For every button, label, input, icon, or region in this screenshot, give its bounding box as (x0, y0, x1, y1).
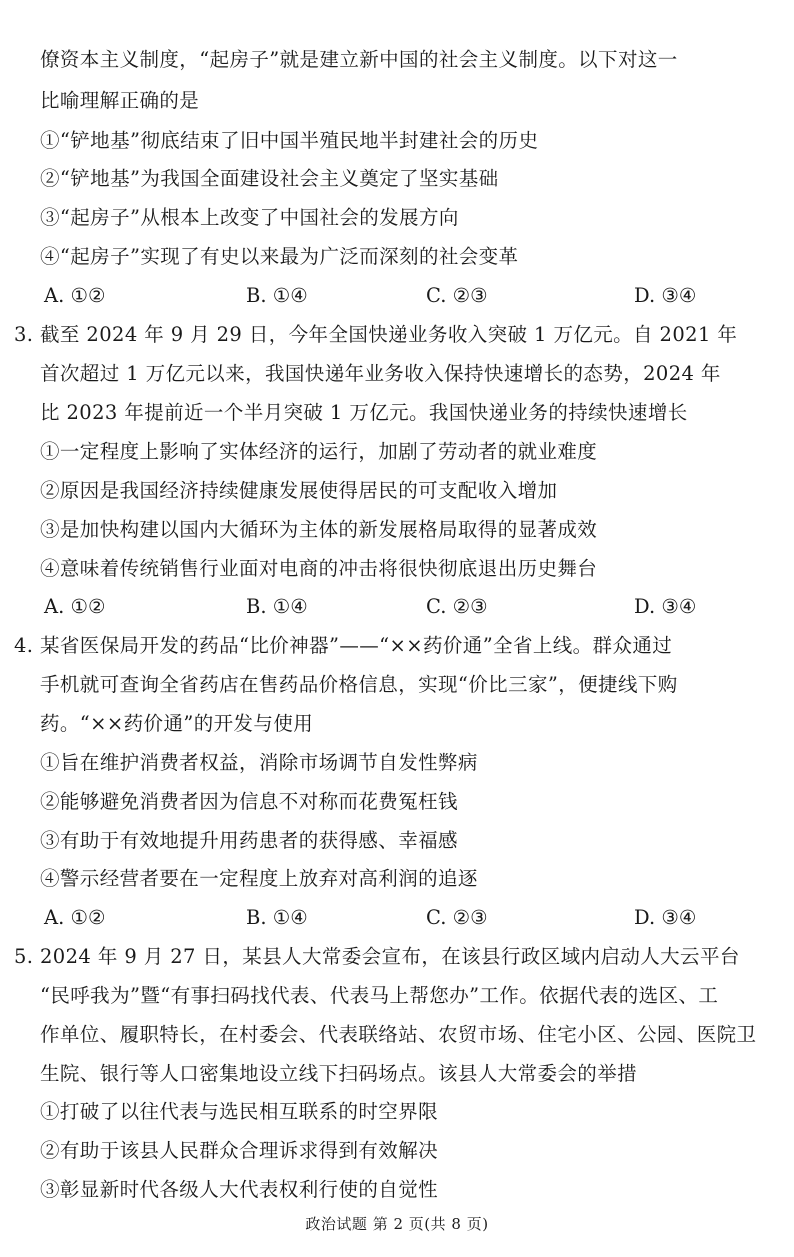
stem-line: 药。“××药价通”的开发与使用 (40, 712, 314, 735)
statement-3: ③“起房子”从根本上改变了中国社会的发展方向 (40, 206, 459, 229)
option-c: C. ②③ (426, 284, 488, 307)
stem-line: 作单位、履职特长，在村委会、代表联络站、农贸市场、住宅小区、公园、医院卫 (40, 1023, 757, 1046)
option-b: B. ①④ (246, 906, 308, 929)
option-b: B. ①④ (246, 284, 308, 307)
stem-line: 5. 2024 年 9 月 27 日，某县人大常委会宣布，在该县行政区域内启动人大云平台 (14, 945, 740, 968)
option-d: D. ③④ (634, 906, 697, 929)
stem-line: 手机就可查询全省药店在售药品价格信息，实现“价比三家”，便捷线下购 (40, 673, 678, 696)
option-c: C. ②③ (426, 595, 488, 618)
statement-4: ④“起房子”实现了有史以来最为广泛而深刻的社会变革 (40, 245, 519, 268)
stem-line: 生院、银行等人口密集地设立线下扫码场点。该县人大常委会的举措 (40, 1062, 638, 1085)
stem-line: 僚资本主义制度，“起房子”就是建立新中国的社会主义制度。以下对这一 (40, 48, 678, 71)
stem-line: “民呼我为”暨“有事扫码找代表、代表马上帮您办”工作。依据代表的选区、工 (40, 984, 719, 1007)
statement-4: ④意味着传统销售行业面对电商的冲击将很快彻底退出历史舞台 (40, 557, 598, 580)
statement-1: ①“铲地基”彻底结束了旧中国半殖民地半封建社会的历史 (40, 129, 539, 152)
statement-3: ③有助于有效地提升用药患者的获得感、幸福感 (40, 829, 458, 852)
stem-line: 比喻理解正确的是 (40, 89, 200, 112)
stem-line: 3. 截至 2024 年 9 月 29 日，今年全国快递业务收入突破 1 万亿元。自 2021 年 (14, 323, 738, 346)
statement-3: ③彰显新时代各级人大代表权利行使的自觉性 (40, 1178, 439, 1201)
option-a: A. ①② (44, 906, 106, 929)
statement-2: ②能够避免消费者因为信息不对称而花费冤枉钱 (40, 790, 458, 813)
stem-line: 比 2023 年提前近一个半月突破 1 万亿元。我国快递业务的持续快速增长 (40, 401, 688, 424)
option-a: A. ①② (44, 284, 106, 307)
option-b: B. ①④ (246, 595, 308, 618)
option-a: A. ①② (44, 595, 106, 618)
option-c: C. ②③ (426, 906, 488, 929)
statement-1: ①旨在维护消费者权益，消除市场调节自发性弊病 (40, 751, 478, 774)
option-d: D. ③④ (634, 595, 697, 618)
page-footer: 政治试题 第 2 页(共 8 页) (305, 1215, 489, 1233)
statement-2: ②原因是我国经济持续健康发展使得居民的可支配收入增加 (40, 479, 558, 502)
statement-2: ②“铲地基”为我国全面建设社会主义奠定了坚实基础 (40, 167, 499, 190)
statement-4: ④警示经营者要在一定程度上放弃对高利润的追逐 (40, 867, 478, 890)
statement-1: ①打破了以往代表与选民相互联系的时空界限 (40, 1100, 439, 1123)
option-d: D. ③④ (634, 284, 697, 307)
statement-3: ③是加快构建以国内大循环为主体的新发展格局取得的显著成效 (40, 518, 598, 541)
stem-line: 首次超过 1 万亿元以来，我国快递年业务收入保持快速增长的态势，2024 年 (40, 362, 721, 385)
statement-1: ①一定程度上影响了实体经济的运行，加剧了劳动者的就业难度 (40, 440, 598, 463)
stem-line: 4. 某省医保局开发的药品“比价神器”——“××药价通”全省上线。群众通过 (14, 634, 673, 657)
statement-2: ②有助于该县人民群众合理诉求得到有效解决 (40, 1139, 439, 1162)
